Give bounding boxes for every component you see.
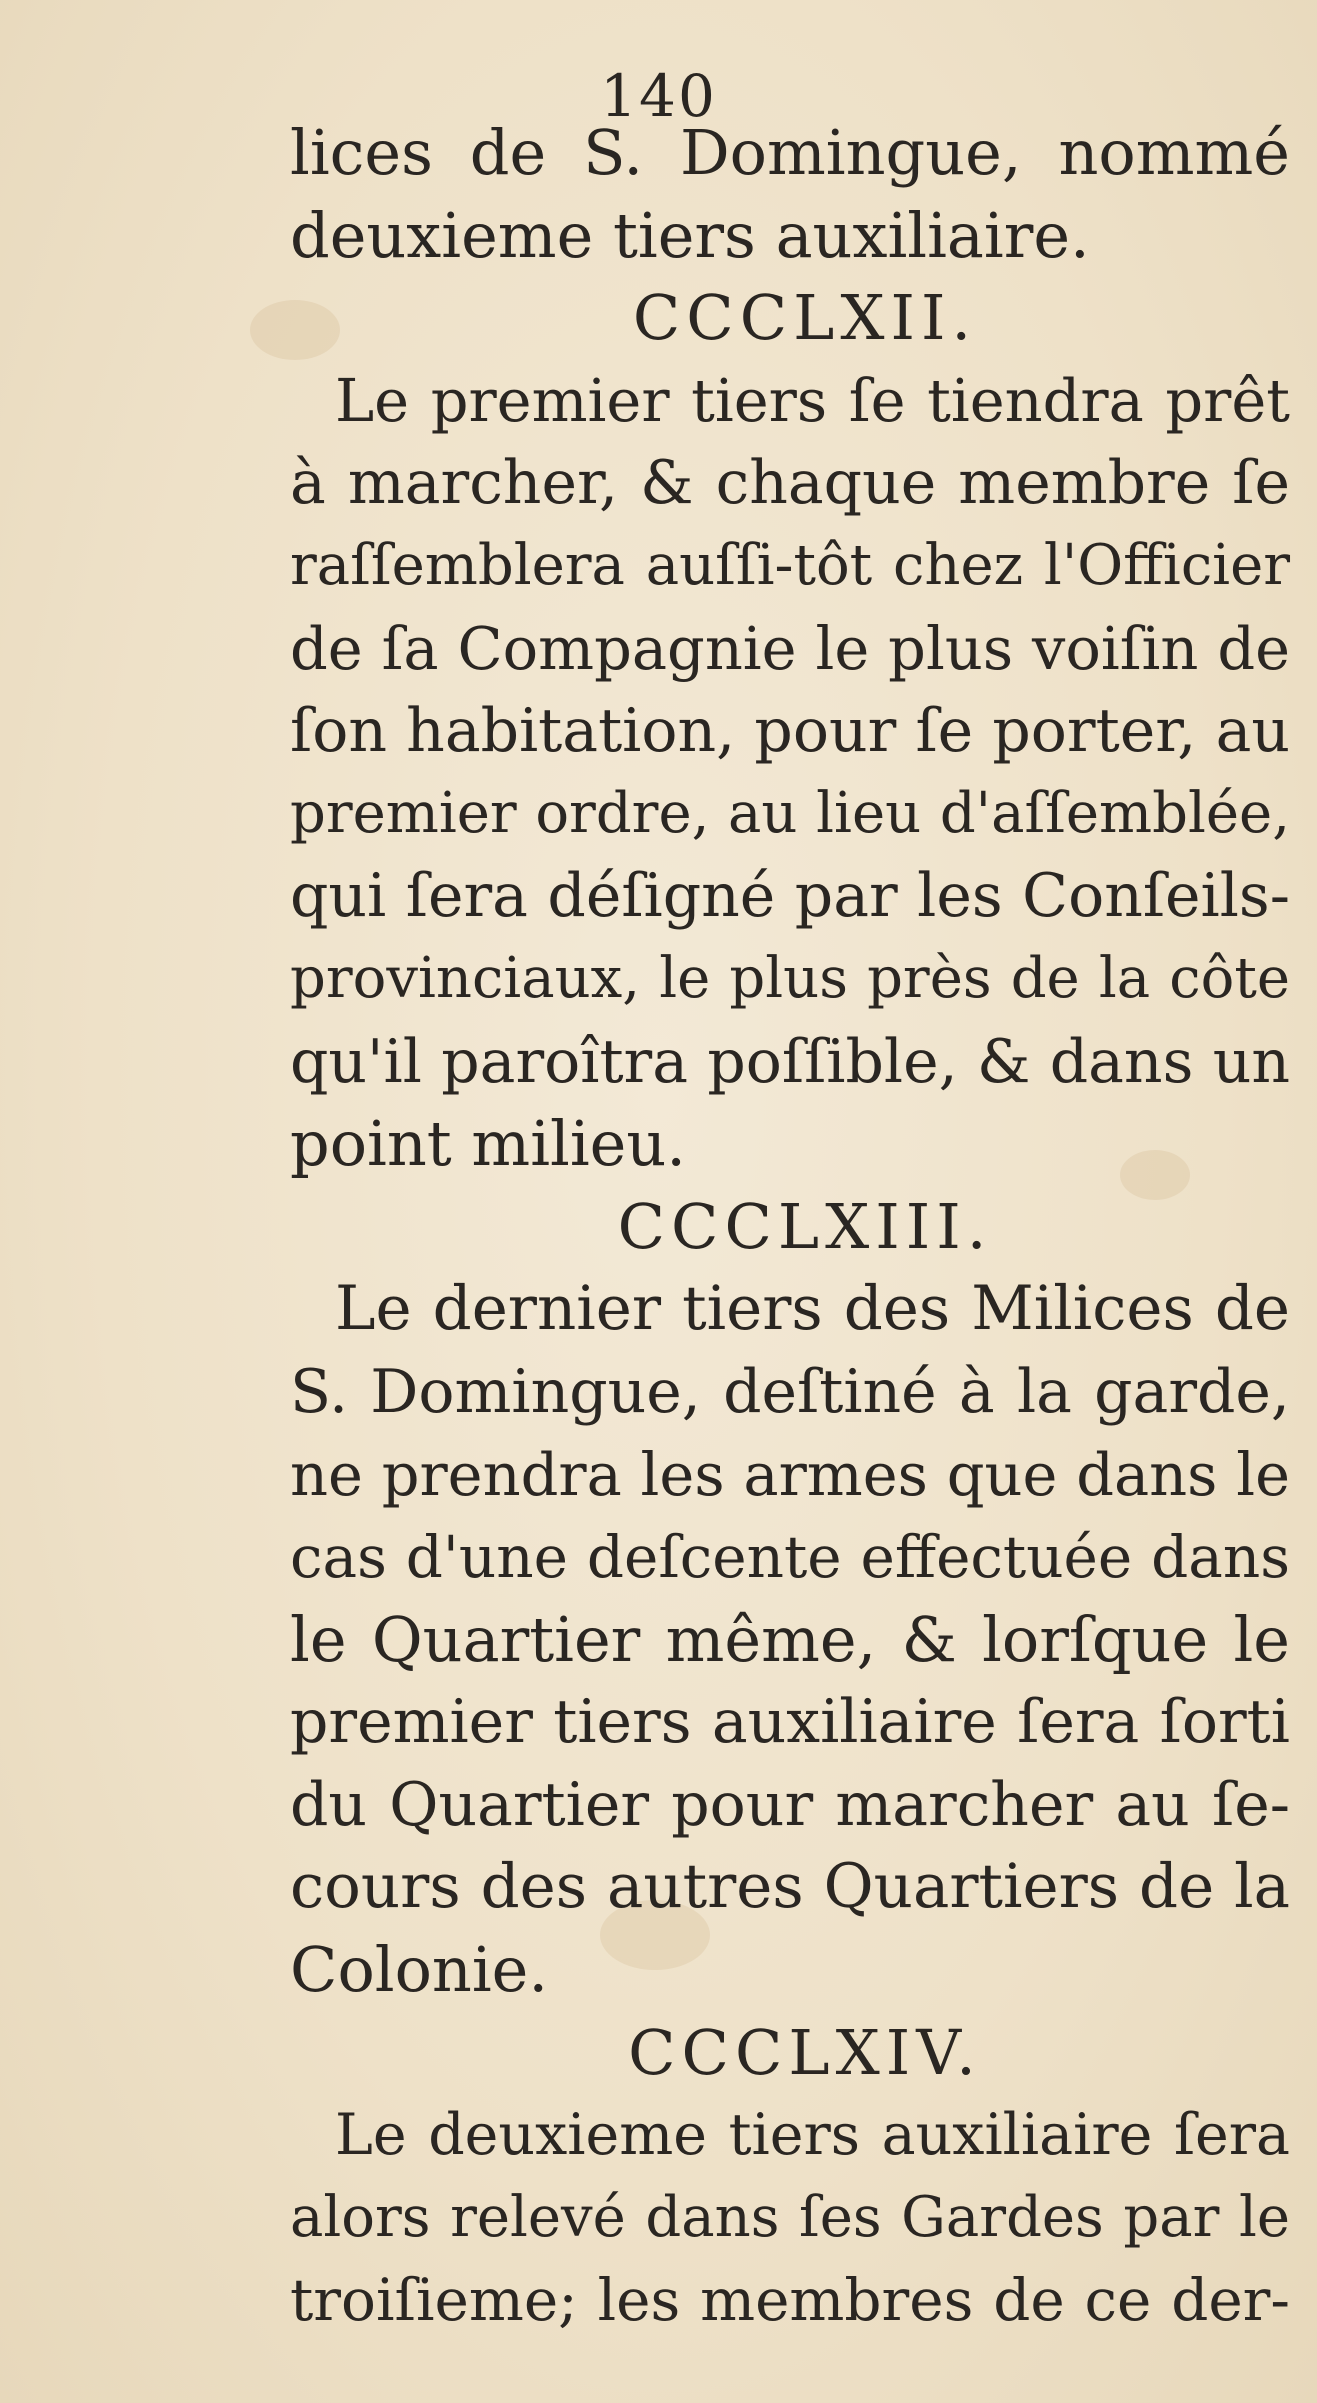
text-line: ſon habitation, pour ſe porter, au bbox=[290, 696, 1290, 767]
text-line: ne prendra les armes que dans le bbox=[290, 1439, 1290, 1509]
text-line: premier tiers auxiliaire ſera ſorti bbox=[290, 1687, 1290, 1758]
text-line: le Quartier même, & lorſque le bbox=[290, 1602, 1290, 1676]
section-heading: CCCLXII. bbox=[632, 281, 978, 355]
text-line: Colonie. bbox=[290, 1933, 549, 2007]
text-line: qui ſera déſigné par les Conſeils- bbox=[290, 861, 1290, 932]
text-line: point milieu. bbox=[290, 1107, 687, 1181]
text-line: du Quartier pour marcher au ſe- bbox=[290, 1769, 1290, 1840]
text-line: Le dernier tiers des Milices de bbox=[335, 1273, 1290, 1345]
text-line: Le deuxieme tiers auxiliaire ſera bbox=[335, 2102, 1290, 2169]
text-line: alors relevé dans ſes Gardes par le bbox=[290, 2184, 1290, 2250]
text-line: de ſa Compagnie le plus voiſin de bbox=[290, 613, 1290, 683]
text-line: troiſieme; les membres de ce der- bbox=[290, 2266, 1290, 2335]
text-line: qu'il paroîtra poſſible, & dans un bbox=[290, 1026, 1290, 1097]
text-line: raſſemblera auſſi-tôt chez l'Officier bbox=[290, 532, 1290, 598]
text-line: à marcher, & chaque membre ſe bbox=[290, 448, 1290, 519]
text-line: S. Domingue, deſtiné à la garde, bbox=[290, 1356, 1290, 1427]
text-line: lices de S. Domingue, nommé bbox=[290, 116, 1290, 189]
text-line: premier ordre, au lieu d'aſſemblée, bbox=[290, 780, 1290, 846]
text-line: cas d'une deſcente effectuée dans bbox=[290, 1523, 1290, 1592]
section-heading: CCCLXIV. bbox=[628, 2015, 982, 2089]
text-line: Le premier tiers ſe tiendra prêt bbox=[335, 365, 1290, 435]
text-body bbox=[290, 112, 1290, 2342]
text-line: deuxieme tiers auxiliaire. bbox=[290, 198, 1090, 272]
text-line: cours des autres Quartiers de la bbox=[290, 1851, 1290, 1923]
section-heading: CCCLXIII. bbox=[617, 1189, 993, 1263]
text-line: provinciaux, le plus près de la côte bbox=[290, 945, 1290, 1011]
page-number: 140 bbox=[600, 62, 717, 130]
